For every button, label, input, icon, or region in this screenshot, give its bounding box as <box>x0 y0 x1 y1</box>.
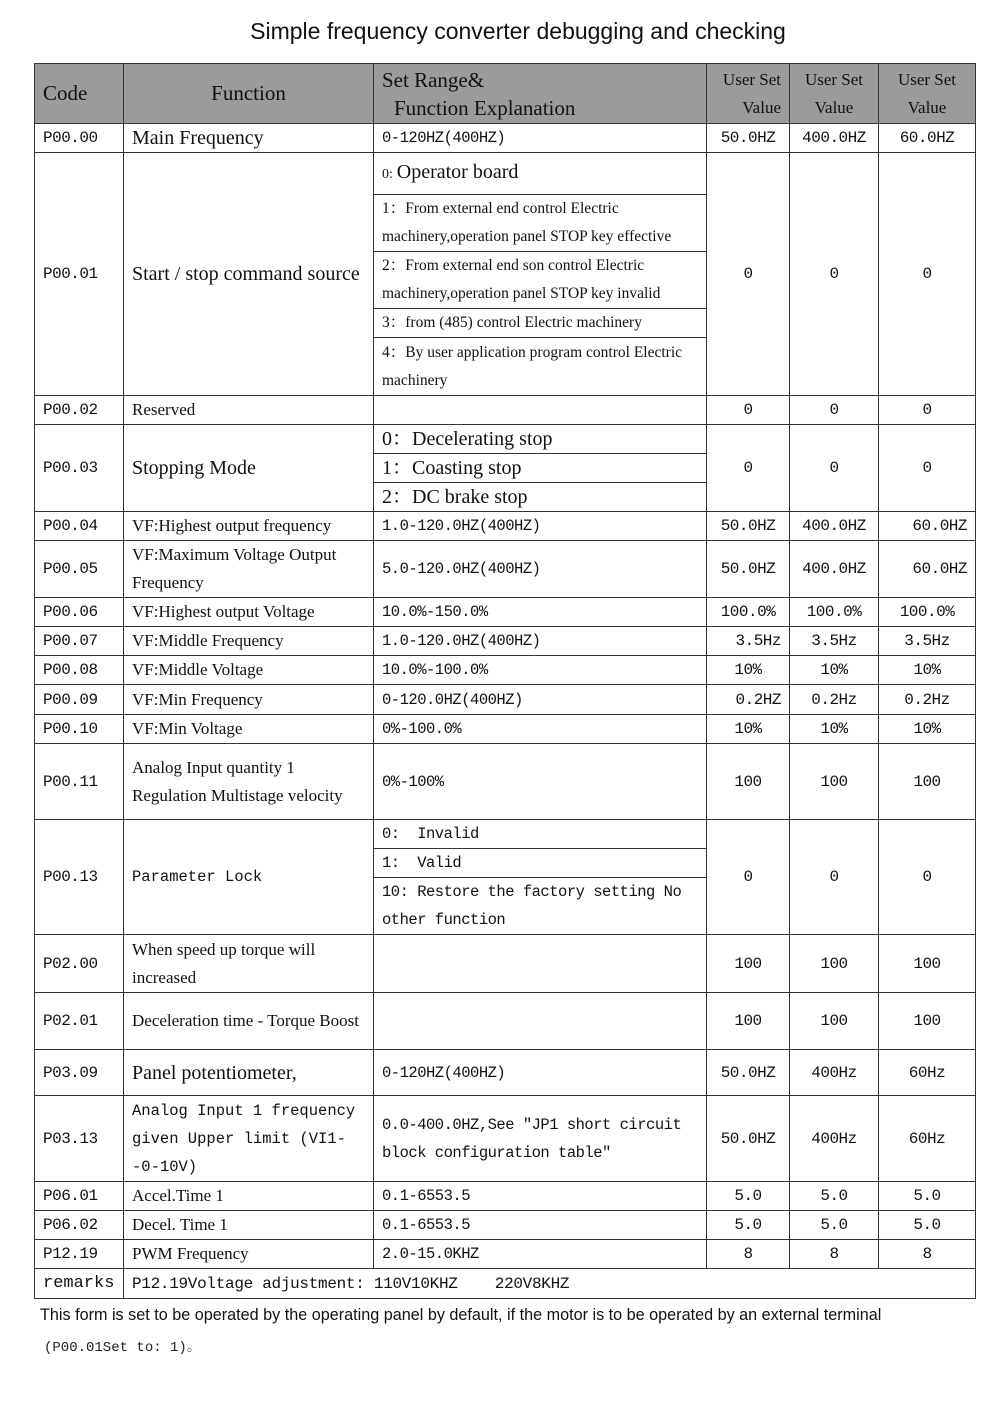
header-value-3 <box>879 64 976 124</box>
row-value-1: 50.0HZ <box>707 124 790 153</box>
row-function: Stopping Mode <box>124 425 374 512</box>
row-value-2: 10% <box>790 656 879 685</box>
row-value-1: 5.0 <box>707 1211 790 1240</box>
row-range <box>374 993 707 1050</box>
row-range: 5.0-120.0HZ(400HZ) <box>374 541 707 598</box>
row-option: 1：From external end control Electric machinery,operation panel STOP key effective <box>374 195 707 252</box>
row-option: 1：Coasting stop <box>374 454 707 483</box>
row-range <box>374 396 707 425</box>
row-value-2: 400.0HZ <box>790 541 879 598</box>
row-range: 1.0-120.0HZ(400HZ) <box>374 512 707 541</box>
row-value-2: 5.0 <box>790 1211 879 1240</box>
row-value-3: 0.2Hz <box>879 685 976 715</box>
row-value-1: 3.5Hz <box>707 627 790 656</box>
table-row <box>35 744 976 820</box>
header-value-2-line2: Value <box>814 97 854 117</box>
header-function: Function <box>124 64 374 124</box>
row-value-2: 0 <box>790 820 879 935</box>
remarks-label: remarks <box>35 1269 124 1299</box>
row-range: 0-120.0HZ(400HZ) <box>374 685 707 715</box>
row-value-3: 60Hz <box>879 1096 976 1182</box>
table-row <box>35 1211 976 1240</box>
row-value-1: 100 <box>707 993 790 1050</box>
row-function: When speed up torque will increased <box>124 935 374 993</box>
row-value-1: 0 <box>707 396 790 425</box>
row-function: VF:Middle Voltage <box>124 656 374 685</box>
row-value-2: 400.0HZ <box>790 512 879 541</box>
row-code: P00.03 <box>35 425 124 512</box>
header-value-3-line1: User Set <box>897 69 957 89</box>
row-code: P03.13 <box>35 1096 124 1182</box>
row-value-2: 5.0 <box>790 1182 879 1211</box>
table-row <box>35 627 976 656</box>
row-code: P03.09 <box>35 1050 124 1096</box>
row-function: Main Frequency <box>124 124 374 153</box>
parameter-table <box>34 63 976 1299</box>
row-code: P02.01 <box>35 993 124 1050</box>
row-option: 10: Restore the factory setting No other function <box>374 878 707 935</box>
row-value-1: 100 <box>707 744 790 820</box>
row-value-3: 60Hz <box>879 1050 976 1096</box>
header-code: Code <box>35 64 124 124</box>
table-row <box>35 1182 976 1211</box>
row-value-1: 50.0HZ <box>707 1050 790 1096</box>
row-value-3: 60.0HZ <box>879 512 976 541</box>
row-function: Reserved <box>124 396 374 425</box>
row-value-1: 100 <box>707 935 790 993</box>
row-code: P06.02 <box>35 1211 124 1240</box>
row-code: P02.00 <box>35 935 124 993</box>
table-row <box>35 656 976 685</box>
table-row <box>35 993 976 1050</box>
page-title: Simple frequency converter debugging and checking <box>250 18 786 44</box>
row-value-3: 0 <box>879 396 976 425</box>
table-row <box>35 715 976 744</box>
header-range-line1: Set Range& <box>382 67 485 92</box>
row-code: P00.08 <box>35 656 124 685</box>
row-range: 10.0%-150.0% <box>374 598 707 627</box>
row-code: P12.19 <box>35 1240 124 1269</box>
header-value-1-line2: Value <box>742 97 781 117</box>
header-range-line2: Function Explanation <box>394 95 576 120</box>
row-value-1: 50.0HZ <box>707 512 790 541</box>
row-function: VF:Min Voltage <box>124 715 374 744</box>
header-value-2-line1: User Set <box>804 69 864 89</box>
row-value-2: 400.0HZ <box>790 124 879 153</box>
table-row <box>35 1240 976 1269</box>
header-value-1-line1: User Set <box>722 69 781 89</box>
table-row <box>35 396 976 425</box>
row-option: 4：By user application program control Electric machinery <box>374 338 707 396</box>
row-value-1: 100.0% <box>707 598 790 627</box>
row-function: Analog Input 1 frequency given Upper limit (VI1--0-10V) <box>124 1096 374 1182</box>
row-function: Start / stop command source <box>124 153 374 396</box>
row-value-2: 100.0% <box>790 598 879 627</box>
row-function: Accel.Time 1 <box>124 1182 374 1211</box>
row-function: Panel potentiometer, <box>124 1050 374 1096</box>
row-range: 0-120HZ(400HZ) <box>374 124 707 153</box>
table-row <box>35 820 976 849</box>
row-value-1: 50.0HZ <box>707 541 790 598</box>
row-range: 0%-100% <box>374 744 707 820</box>
row-range: 1.0-120.0HZ(400HZ) <box>374 627 707 656</box>
row-code: P00.01 <box>35 153 124 396</box>
row-value-3: 100 <box>879 744 976 820</box>
row-option: 2：From external end son control Electric machinery,operation panel STOP key invalid <box>374 252 707 309</box>
row-value-2: 0.2Hz <box>790 685 879 715</box>
row-value-1: 10% <box>707 715 790 744</box>
remarks-row <box>35 1269 976 1299</box>
row-value-3: 10% <box>879 656 976 685</box>
table-row <box>35 1096 976 1182</box>
row-value-3: 5.0 <box>879 1182 976 1211</box>
row-function: VF:Highest output frequency <box>124 512 374 541</box>
row-value-1: 0 <box>707 153 790 396</box>
header-value-2 <box>790 64 879 124</box>
row-code: P06.01 <box>35 1182 124 1211</box>
row-value-2: 0 <box>790 153 879 396</box>
table-row <box>35 153 976 195</box>
row-function: Parameter Lock <box>124 820 374 935</box>
row-value-1: 0.2HZ <box>707 685 790 715</box>
row-value-1: 50.0HZ <box>707 1096 790 1182</box>
row-value-1: 0 <box>707 820 790 935</box>
row-range: 2.0-15.0KHZ <box>374 1240 707 1269</box>
row-value-2: 100 <box>790 744 879 820</box>
row-value-3: 8 <box>879 1240 976 1269</box>
row-function: VF:Middle Frequency <box>124 627 374 656</box>
remarks-text: P12.19Voltage adjustment: 110V10KHZ 220V8KHZ <box>124 1269 976 1299</box>
row-value-2: 0 <box>790 425 879 512</box>
row-value-2: 8 <box>790 1240 879 1269</box>
row-value-3: 10% <box>879 715 976 744</box>
row-range <box>374 935 707 993</box>
row-value-3: 3.5Hz <box>879 627 976 656</box>
table-row <box>35 685 976 715</box>
table-row <box>35 425 976 454</box>
row-code: P00.06 <box>35 598 124 627</box>
table-row <box>35 512 976 541</box>
row-code: P00.04 <box>35 512 124 541</box>
footnote-line-2: (P00.01Set to: 1)。 <box>44 1340 201 1356</box>
row-value-2: 400Hz <box>790 1050 879 1096</box>
row-function: Decel. Time 1 <box>124 1211 374 1240</box>
row-code: P00.11 <box>35 744 124 820</box>
row-function: VF:Highest output Voltage <box>124 598 374 627</box>
row-option: 0: Operator board <box>374 153 707 195</box>
row-value-1: 10% <box>707 656 790 685</box>
table-row <box>35 124 976 153</box>
row-value-3: 0 <box>879 820 976 935</box>
header-range <box>374 64 707 124</box>
row-range: 0.0-400.0HZ,See "JP1 short circuit block configuration table" <box>374 1096 707 1182</box>
row-function: Analog Input quantity 1 Regulation Multistage velocity <box>124 744 374 820</box>
row-option: 1: Valid <box>374 849 707 878</box>
header-value-3-line2: Value <box>907 97 947 117</box>
row-range: 0.1-6553.5 <box>374 1211 707 1240</box>
row-value-3: 60.0HZ <box>879 541 976 598</box>
row-value-2: 3.5Hz <box>790 627 879 656</box>
row-value-3: 0 <box>879 425 976 512</box>
row-code: P00.00 <box>35 124 124 153</box>
row-code: P00.05 <box>35 541 124 598</box>
row-value-3: 100 <box>879 935 976 993</box>
row-range: 10.0%-100.0% <box>374 656 707 685</box>
row-value-2: 100 <box>790 993 879 1050</box>
row-code: P00.13 <box>35 820 124 935</box>
row-value-1: 8 <box>707 1240 790 1269</box>
row-value-1: 5.0 <box>707 1182 790 1211</box>
row-code: P00.02 <box>35 396 124 425</box>
row-function: Deceleration time - Torque Boost <box>124 993 374 1050</box>
table-row <box>35 598 976 627</box>
table-header-row <box>35 64 976 124</box>
row-value-2: 400Hz <box>790 1096 879 1182</box>
row-function: PWM Frequency <box>124 1240 374 1269</box>
row-range: 0-120HZ(400HZ) <box>374 1050 707 1096</box>
row-option: 2：DC brake stop <box>374 483 707 512</box>
row-value-3: 100 <box>879 993 976 1050</box>
row-code: P00.09 <box>35 685 124 715</box>
row-value-3: 5.0 <box>879 1211 976 1240</box>
row-value-2: 100 <box>790 935 879 993</box>
table-row <box>35 541 976 598</box>
row-value-2: 10% <box>790 715 879 744</box>
row-value-3: 100.0% <box>879 598 976 627</box>
row-option-text: Operator board <box>396 161 519 183</box>
row-code: P00.07 <box>35 627 124 656</box>
row-range: 0%-100.0% <box>374 715 707 744</box>
footnote-line-1: This form is set to be operated by the operating panel by default, if the motor is to be operated by an external terminal <box>40 1306 882 1324</box>
row-option: 0: Invalid <box>374 820 707 849</box>
row-option: 3：from (485) control Electric machinery <box>374 309 707 338</box>
header-value-1 <box>707 64 790 124</box>
row-value-3: 60.0HZ <box>879 124 976 153</box>
table-row <box>35 1050 976 1096</box>
table-row <box>35 935 976 993</box>
row-function: VF:Min Frequency <box>124 685 374 715</box>
row-range: 0.1-6553.5 <box>374 1182 707 1211</box>
row-value-3: 0 <box>879 153 976 396</box>
row-value-1: 0 <box>707 425 790 512</box>
row-value-2: 0 <box>790 396 879 425</box>
row-code: P00.10 <box>35 715 124 744</box>
row-option: 0：Decelerating stop <box>374 425 707 454</box>
row-function: VF:Maximum Voltage Output Frequency <box>124 541 374 598</box>
